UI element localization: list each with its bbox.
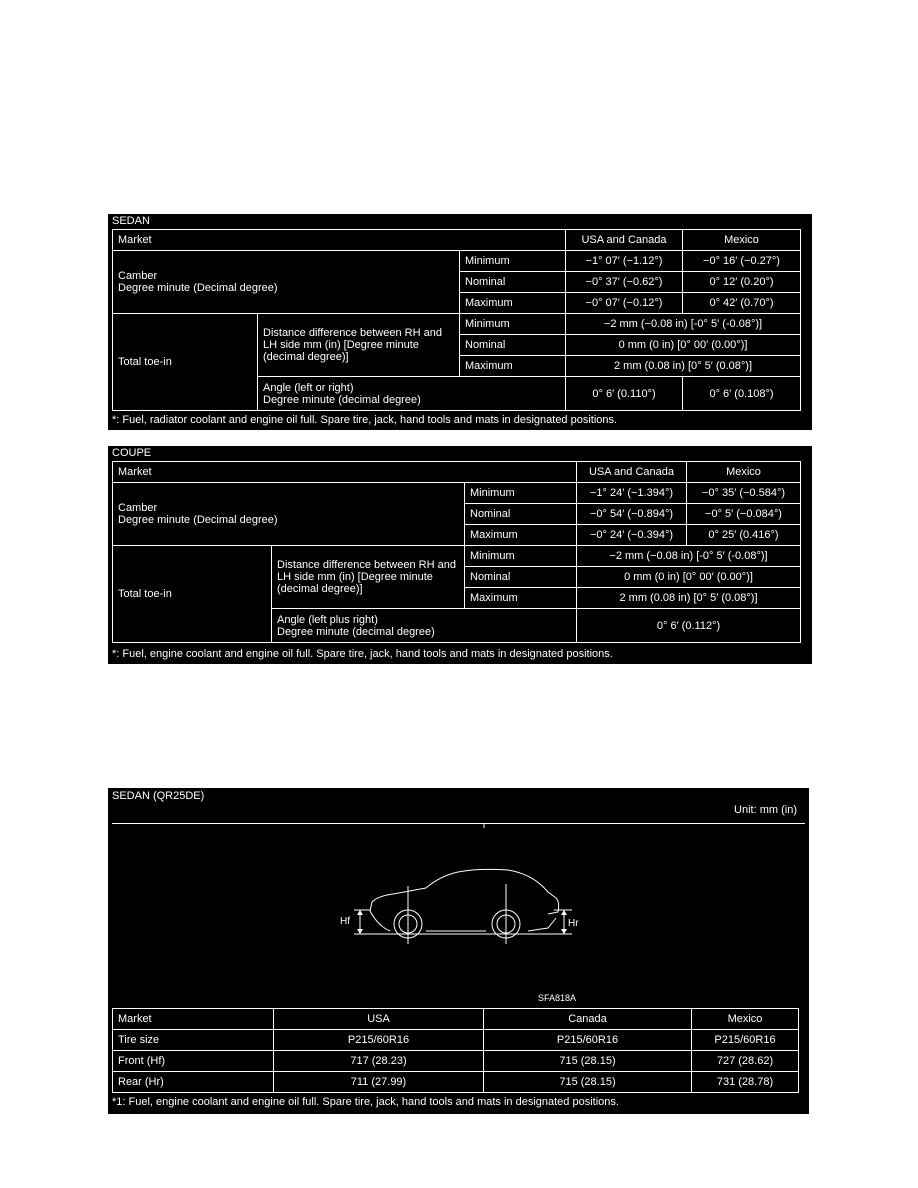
table-row: [113, 314, 801, 335]
row-label: Minimum: [465, 483, 577, 504]
angle-label: Angle (left or right) Degree minute (decimal degree): [258, 377, 566, 411]
footnote: *: Fuel, radiator coolant and engine oil full. Spare tire, jack, hand tools and mats in designated positions.: [112, 414, 618, 426]
header-market: Market: [113, 230, 566, 251]
table-row: [113, 1072, 799, 1093]
header-mexico: Mexico: [687, 462, 801, 483]
table-cell: P215/60R16: [692, 1030, 799, 1051]
table-cell: 0° 6′ (0.110°): [566, 377, 683, 411]
table-cell: −0° 35′ (−0.584°): [687, 483, 801, 504]
table-cell: P215/60R16: [274, 1030, 484, 1051]
table-cell: 717 (28.23): [274, 1051, 484, 1072]
hf-label: Hf: [340, 916, 350, 927]
figure-code: SFA818A: [538, 993, 577, 1003]
table-cell: 727 (28.62): [692, 1051, 799, 1072]
angle-label: Angle (left plus right) Degree minute (decimal degree): [272, 609, 577, 643]
panel-title: SEDAN (QR25DE): [112, 790, 205, 802]
header-mexico: Mexico: [692, 1009, 799, 1030]
table-cell: 2 mm (0.08 in) [0° 5′ (0.08°)]: [577, 588, 801, 609]
distance-label: Distance difference between RH and LH side mm (in) [Degree minute (decimal degree)]: [272, 546, 465, 609]
table-cell: −2 mm (−0.08 in) [-0° 5′ (-0.08°)]: [577, 546, 801, 567]
table-cell: −0° 16′ (−0.27°): [683, 251, 801, 272]
table-cell: −2 mm (−0.08 in) [-0° 5′ (-0.08°)]: [566, 314, 801, 335]
table-cell: 0° 6′ (0.112°): [577, 609, 801, 643]
table-cell: −1° 07′ (−1.12°): [566, 251, 683, 272]
sedan-height-panel: [108, 788, 809, 1114]
row-label: Rear (Hr): [113, 1072, 274, 1093]
table-cell: −0° 37′ (−0.62°): [566, 272, 683, 293]
table-cell: 0° 42′ (0.70°): [683, 293, 801, 314]
toe-label: Total toe-in: [113, 546, 272, 643]
table-cell: 0° 25′ (0.416°): [687, 525, 801, 546]
footnote: *: Fuel, engine coolant and engine oil full. Spare tire, jack, hand tools and mats in designated positions.: [112, 648, 613, 660]
header-market: Market: [113, 1009, 274, 1030]
table-row: [113, 230, 801, 251]
table-row: [113, 483, 801, 504]
panel-title: COUPE: [112, 447, 152, 459]
coupe-alignment-table: [112, 461, 801, 643]
camber-label: Camber Degree minute (Decimal degree): [113, 483, 465, 546]
row-label: Front (Hf): [113, 1051, 274, 1072]
header-usa-canada: USA and Canada: [577, 462, 687, 483]
table-cell: −0° 5′ (−0.084°): [687, 504, 801, 525]
row-label: Minimum: [465, 546, 577, 567]
table-row: [113, 1030, 799, 1051]
table-cell: 0° 12′ (0.20°): [683, 272, 801, 293]
table-row: [113, 462, 801, 483]
table-cell: 0 mm (0 in) [0° 00′ (0.00°)]: [566, 335, 801, 356]
distance-label: Distance difference between RH and LH side mm (in) [Degree minute (decimal degree)]: [258, 314, 460, 377]
sedan-alignment-panel: [108, 214, 812, 430]
toe-label: Total toe-in: [113, 314, 258, 411]
car-side-diagram: [108, 788, 809, 1008]
header-mexico: Mexico: [683, 230, 801, 251]
row-label: Maximum: [465, 525, 577, 546]
table-cell: 711 (27.99): [274, 1072, 484, 1093]
row-label: Nominal: [465, 567, 577, 588]
header-market: Market: [113, 462, 577, 483]
table-cell: P215/60R16: [484, 1030, 692, 1051]
table-cell: 0° 6′ (0.108°): [683, 377, 801, 411]
row-label: Maximum: [465, 588, 577, 609]
table-row: [113, 1051, 799, 1072]
camber-label: Camber Degree minute (Decimal degree): [113, 251, 460, 314]
hr-label: Hr: [568, 918, 579, 929]
unit-label: Unit: mm (in): [734, 804, 797, 816]
row-label: Minimum: [460, 314, 566, 335]
table-cell: −0° 24′ (−0.394°): [577, 525, 687, 546]
header-usa-canada: USA and Canada: [566, 230, 683, 251]
table-cell: 715 (28.15): [484, 1051, 692, 1072]
table-row: [113, 1009, 799, 1030]
table-cell: 0 mm (0 in) [0° 00′ (0.00°)]: [577, 567, 801, 588]
row-label: Nominal: [460, 272, 566, 293]
sedan-alignment-table: [112, 229, 801, 411]
row-label: Tire size: [113, 1030, 274, 1051]
table-row: [113, 546, 801, 567]
header-usa: USA: [274, 1009, 484, 1030]
table-cell: 2 mm (0.08 in) [0° 5′ (0.08°)]: [566, 356, 801, 377]
coupe-alignment-panel: [108, 446, 812, 664]
row-label: Nominal: [465, 504, 577, 525]
table-cell: 715 (28.15): [484, 1072, 692, 1093]
table-cell: −0° 07′ (−0.12°): [566, 293, 683, 314]
row-label: Minimum: [460, 251, 566, 272]
row-label: Maximum: [460, 293, 566, 314]
footnote: *1: Fuel, engine coolant and engine oil full. Spare tire, jack, hand tools and mats in designated positions.: [112, 1096, 619, 1108]
table-row: [113, 251, 801, 272]
row-label: Nominal: [460, 335, 566, 356]
panel-title: SEDAN: [112, 215, 150, 227]
row-label: Maximum: [460, 356, 566, 377]
header-canada: Canada: [484, 1009, 692, 1030]
table-cell: −1° 24′ (−1.394°): [577, 483, 687, 504]
table-cell: −0° 54′ (−0.894°): [577, 504, 687, 525]
table-cell: 731 (28.78): [692, 1072, 799, 1093]
ride-height-table: [112, 1008, 799, 1093]
